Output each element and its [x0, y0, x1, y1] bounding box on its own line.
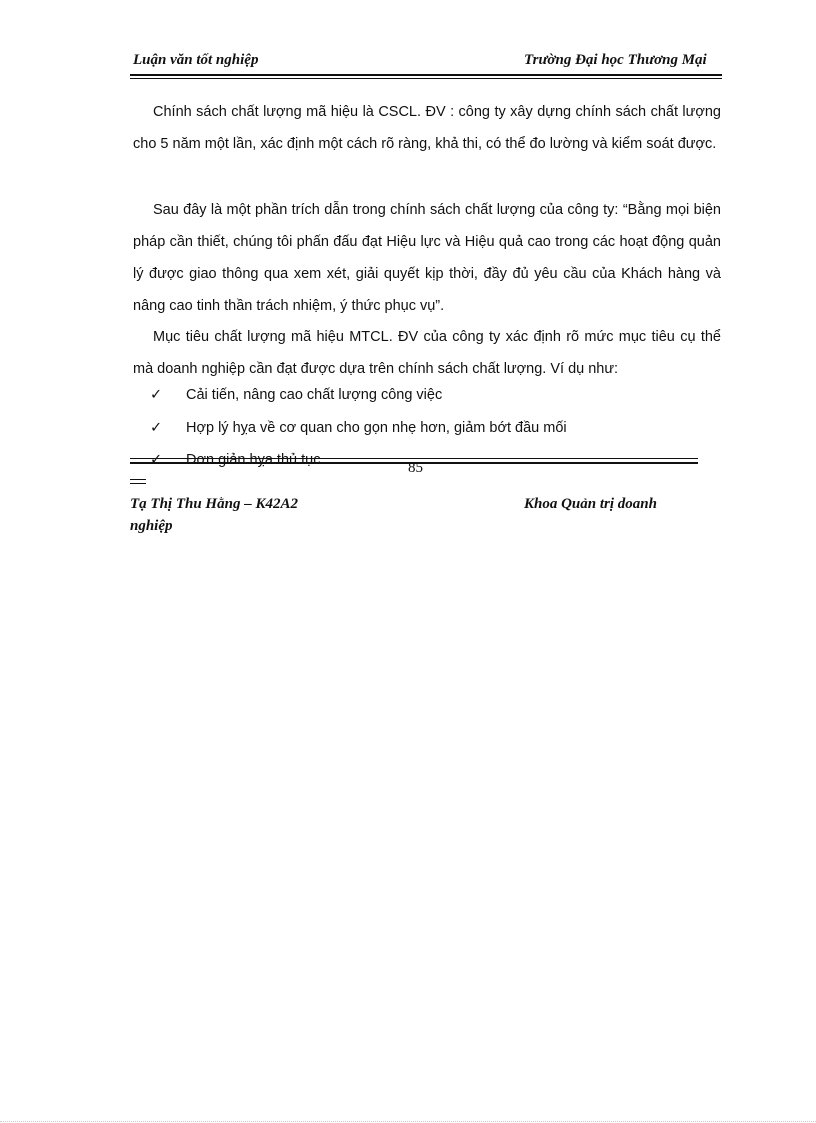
checkmark-icon: ✓	[150, 387, 163, 403]
short-rule	[130, 483, 146, 484]
page-bottom-border	[0, 1121, 816, 1122]
list-item-text: Hợp lý hỵa về cơ quan cho gọn nhẹ hơn, giảm bớt đầu mối	[186, 420, 567, 436]
checkmark-icon: ✓	[150, 452, 163, 468]
header-rule-thin	[130, 78, 722, 79]
paragraph-quality-objectives: Mục tiêu chất lượng mã hiệu MTCL. ĐV của công ty xác định rõ mức mục tiêu cụ thể mà doanh nghiệp cần đạt được dựa trên chính sách chất lượng. Ví dụ như:	[133, 329, 721, 377]
list-item	[150, 452, 320, 468]
page-number: 85	[408, 460, 423, 476]
list-item-text: Đơn giản hỵa thủ tục	[186, 452, 321, 468]
header-right-title: Trường Đại học Thương Mại	[524, 52, 707, 68]
paragraph-quality-policy: Chính sách chất lượng mã hiệu là CSCL. ĐV : công ty xây dựng chính sách chất lượng cho 5 năm một lần, xác định một cách rõ ràng, khả thi, có thể đo lường và kiểm soát được.	[133, 104, 721, 152]
footer-author: Tạ Thị Thu Hằng – K42A2 nghiệp	[130, 496, 298, 534]
short-rule	[130, 479, 146, 480]
footer-faculty: Khoa Quản trị doanh	[524, 496, 657, 512]
paragraph-policy-quote: Sau đây là một phần trích dẫn trong chính sách chất lượng của công ty: “Bằng mọi biện pháp cần thiết, chúng tôi phấn đấu đạt Hiệu lực và Hiệu quả cao trong các hoạt động quản lý được giao thông qua xem xét, giải quyết kịp thời, đầy đủ yêu cầu của Khách hàng và nâng cao tinh thần trách nhiệm, ý thức phục vụ”.	[133, 202, 721, 314]
list-item	[150, 420, 567, 436]
list-item-text: Cải tiến, nâng cao chất lượng công việc	[186, 387, 443, 403]
header-rule	[130, 74, 722, 76]
list-item	[150, 387, 442, 403]
footer-rule	[130, 458, 698, 459]
header-left-title: Luận văn tốt nghiệp	[133, 52, 259, 68]
checkmark-icon: ✓	[150, 420, 163, 436]
